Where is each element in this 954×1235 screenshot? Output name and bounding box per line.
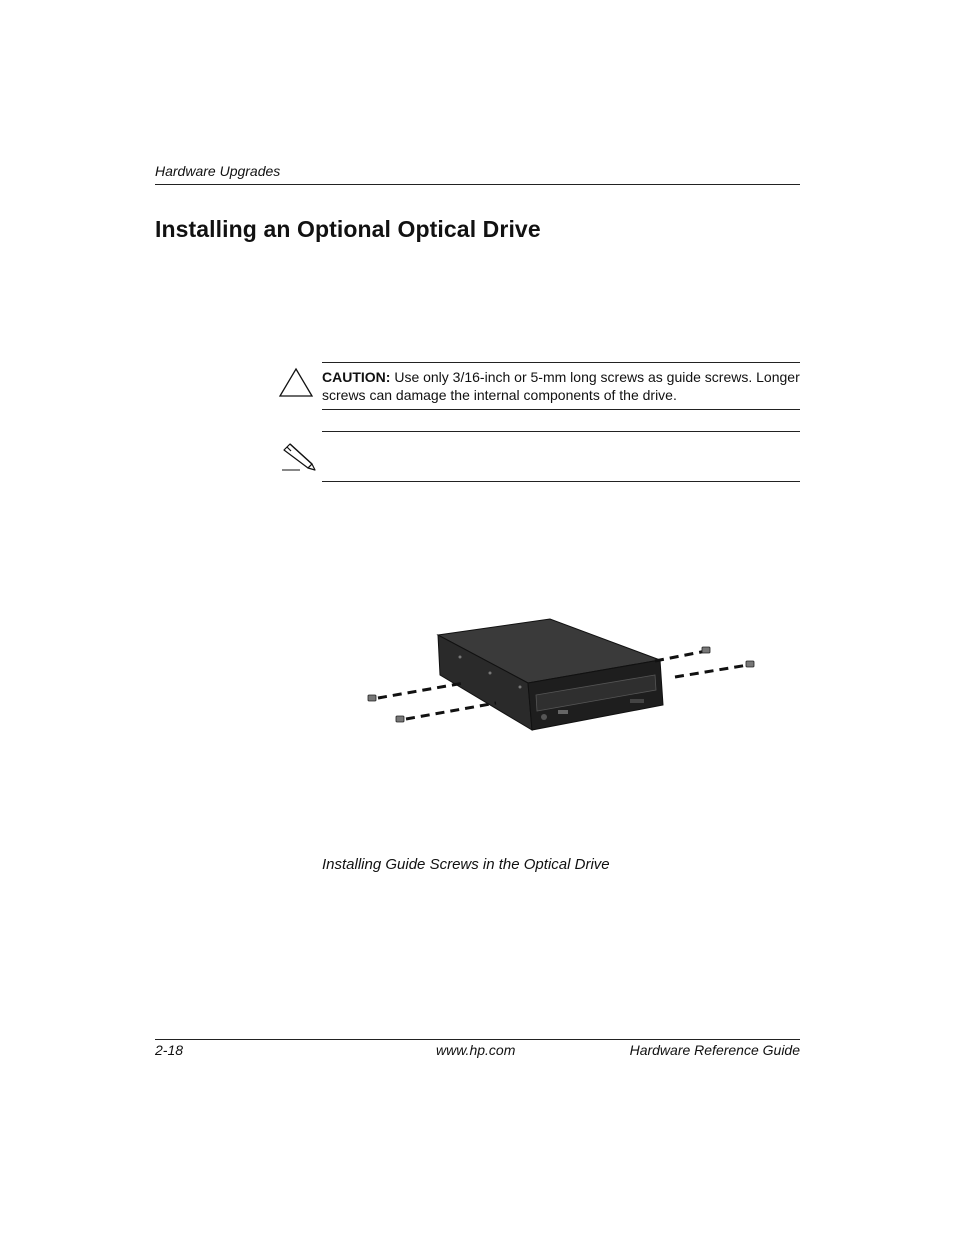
caution-bottom-rule [322, 409, 800, 410]
headphone-jack [541, 714, 547, 720]
eject-button [630, 699, 644, 703]
footer-website-link[interactable]: www.hp.com [436, 1042, 516, 1058]
volume-control [558, 710, 568, 714]
caution-text: Use only 3/16-inch or 5-mm long screws as guide screws. Longer screws can damage the internal components of the drive. [322, 369, 800, 403]
footer-guide-title: Hardware Reference Guide [629, 1042, 800, 1058]
pencil-icon [278, 440, 318, 472]
caution-top-rule [322, 362, 800, 363]
page-title: Installing an Optional Optical Drive [155, 216, 541, 242]
caution-paragraph [322, 368, 800, 404]
note-bottom-rule [322, 481, 800, 482]
footer-rule [155, 1039, 800, 1040]
caution-label: CAUTION: [322, 369, 391, 385]
figure-caption: Installing Guide Screws in the Optical Drive [322, 856, 610, 873]
header-rule [155, 184, 800, 185]
note-top-rule [322, 431, 800, 432]
running-head: Hardware Upgrades [155, 163, 281, 179]
caution-triangle-icon [278, 367, 314, 399]
optical-drive-illustration [360, 615, 760, 755]
page-number: 2-18 [155, 1042, 184, 1058]
